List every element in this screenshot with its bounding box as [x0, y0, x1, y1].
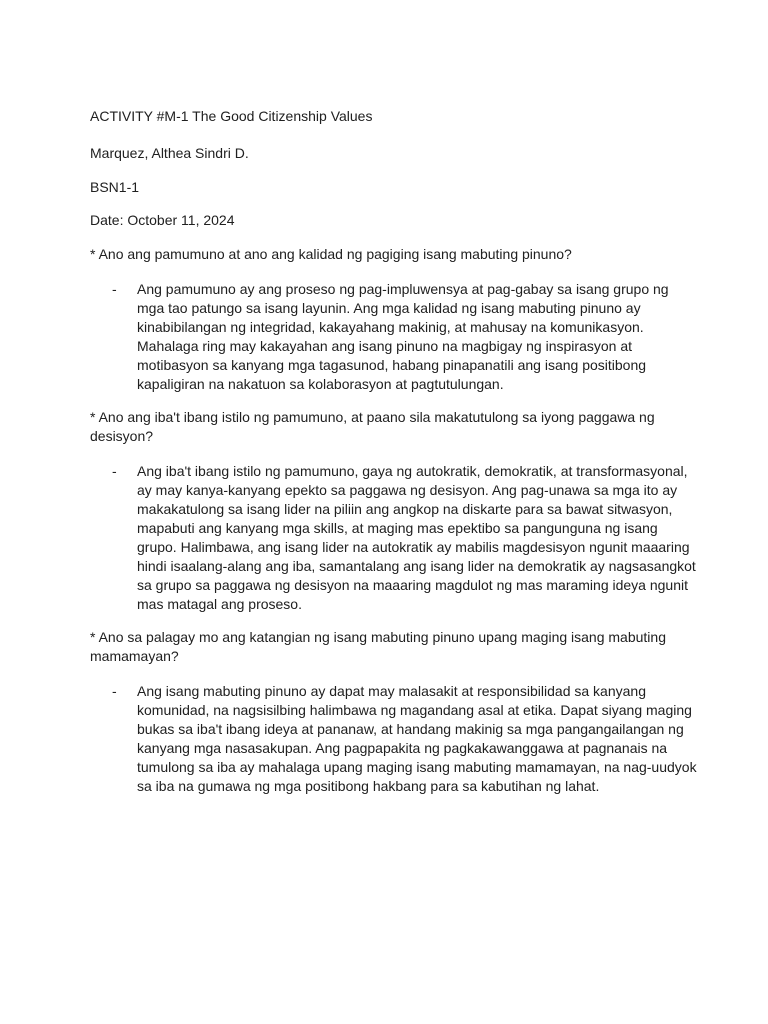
answer-2: Ang iba't ibang istilo ng pamumuno, gaya ng autokratik, demokratik, at transformasyonal, ay may kanya-kanyang epekto sa paggawa ng desisyon. Ang pag-unawa sa mga ito ay makakatulong sa isang lider na piliin ang angkop na diskarte para sa bawat sitwasyon, mapabuti ang kanyang mga skills, at maging mas epektibo sa pangunguna ng isang grupo. Halimbawa, ang isang lider na autokratik ay mabilis magdesisyon ngunit maaaring hindi isaalang-alang ang iba, samantalang ang isang lider na demokratik ay nagsasangkot sa grupo sa paggawa ng desisyon na maaaring magdulot ng mas maraming ideya ngunit mas matagal ang proseso. — [137, 463, 696, 612]
answer-2-bullet: - — [112, 463, 117, 479]
question-3: * Ano sa palagay mo ang katangian ng isang mabuting pinuno upang maging isang mabuting mamamayan? — [90, 629, 666, 664]
answer-3: Ang isang mabuting pinuno ay dapat may malasakit at responsibilidad sa kanyang komunidad, na nagsisilbing halimbawa ng magandang asal at etika. Dapat siyang maging bukas sa iba't ibang ideya at pananaw, at handang makinig sa mga pangangailangan ng kanyang mga nasasakupan. Ang pagpapakita ng pagkakawanggawa at pagnanais na tumulong sa iba ay mahalaga upang maging isang mabuting mamamayan, na nag-uudyok sa iba na gumawa ng mga positibong hakbang para sa kabutihan ng lahat. — [137, 683, 697, 794]
answer-1: Ang pamumuno ay ang proseso ng pag-impluwensya at pag-gabay sa isang grupo ng mga tao patungo sa isang layunin. Ang mga kalidad ng isang mabuting pinuno ay kinabibilangan ng integridad, kakayahang makinig, at mahusay na komunikasyon. Mahalaga ring may kakayahan ang isang pinuno na magbigay ng inspirasyon at motibasyon sa kanyang mga tagasunod, habang pinapanatili ang isang positibong kapaligiran na nakatuon sa kolaborasyon at pagtutulungan. — [137, 281, 669, 392]
answer-1-bullet: - — [112, 281, 117, 297]
question-2: * Ano ang iba't ibang istilo ng pamumuno, at paano sila makatutulong sa iyong paggawa ng desisyon? — [90, 409, 655, 444]
document-title: ACTIVITY #M-1 The Good Citizenship Values — [90, 108, 373, 124]
student-name: Marquez, Althea Sindri D. — [90, 145, 249, 161]
answer-3-bullet: - — [112, 683, 117, 699]
question-1: * Ano ang pamumuno at ano ang kalidad ng pagiging isang mabuting pinuno? — [90, 246, 572, 262]
student-section: BSN1-1 — [90, 179, 140, 195]
document-date: Date: October 11, 2024 — [90, 212, 235, 228]
